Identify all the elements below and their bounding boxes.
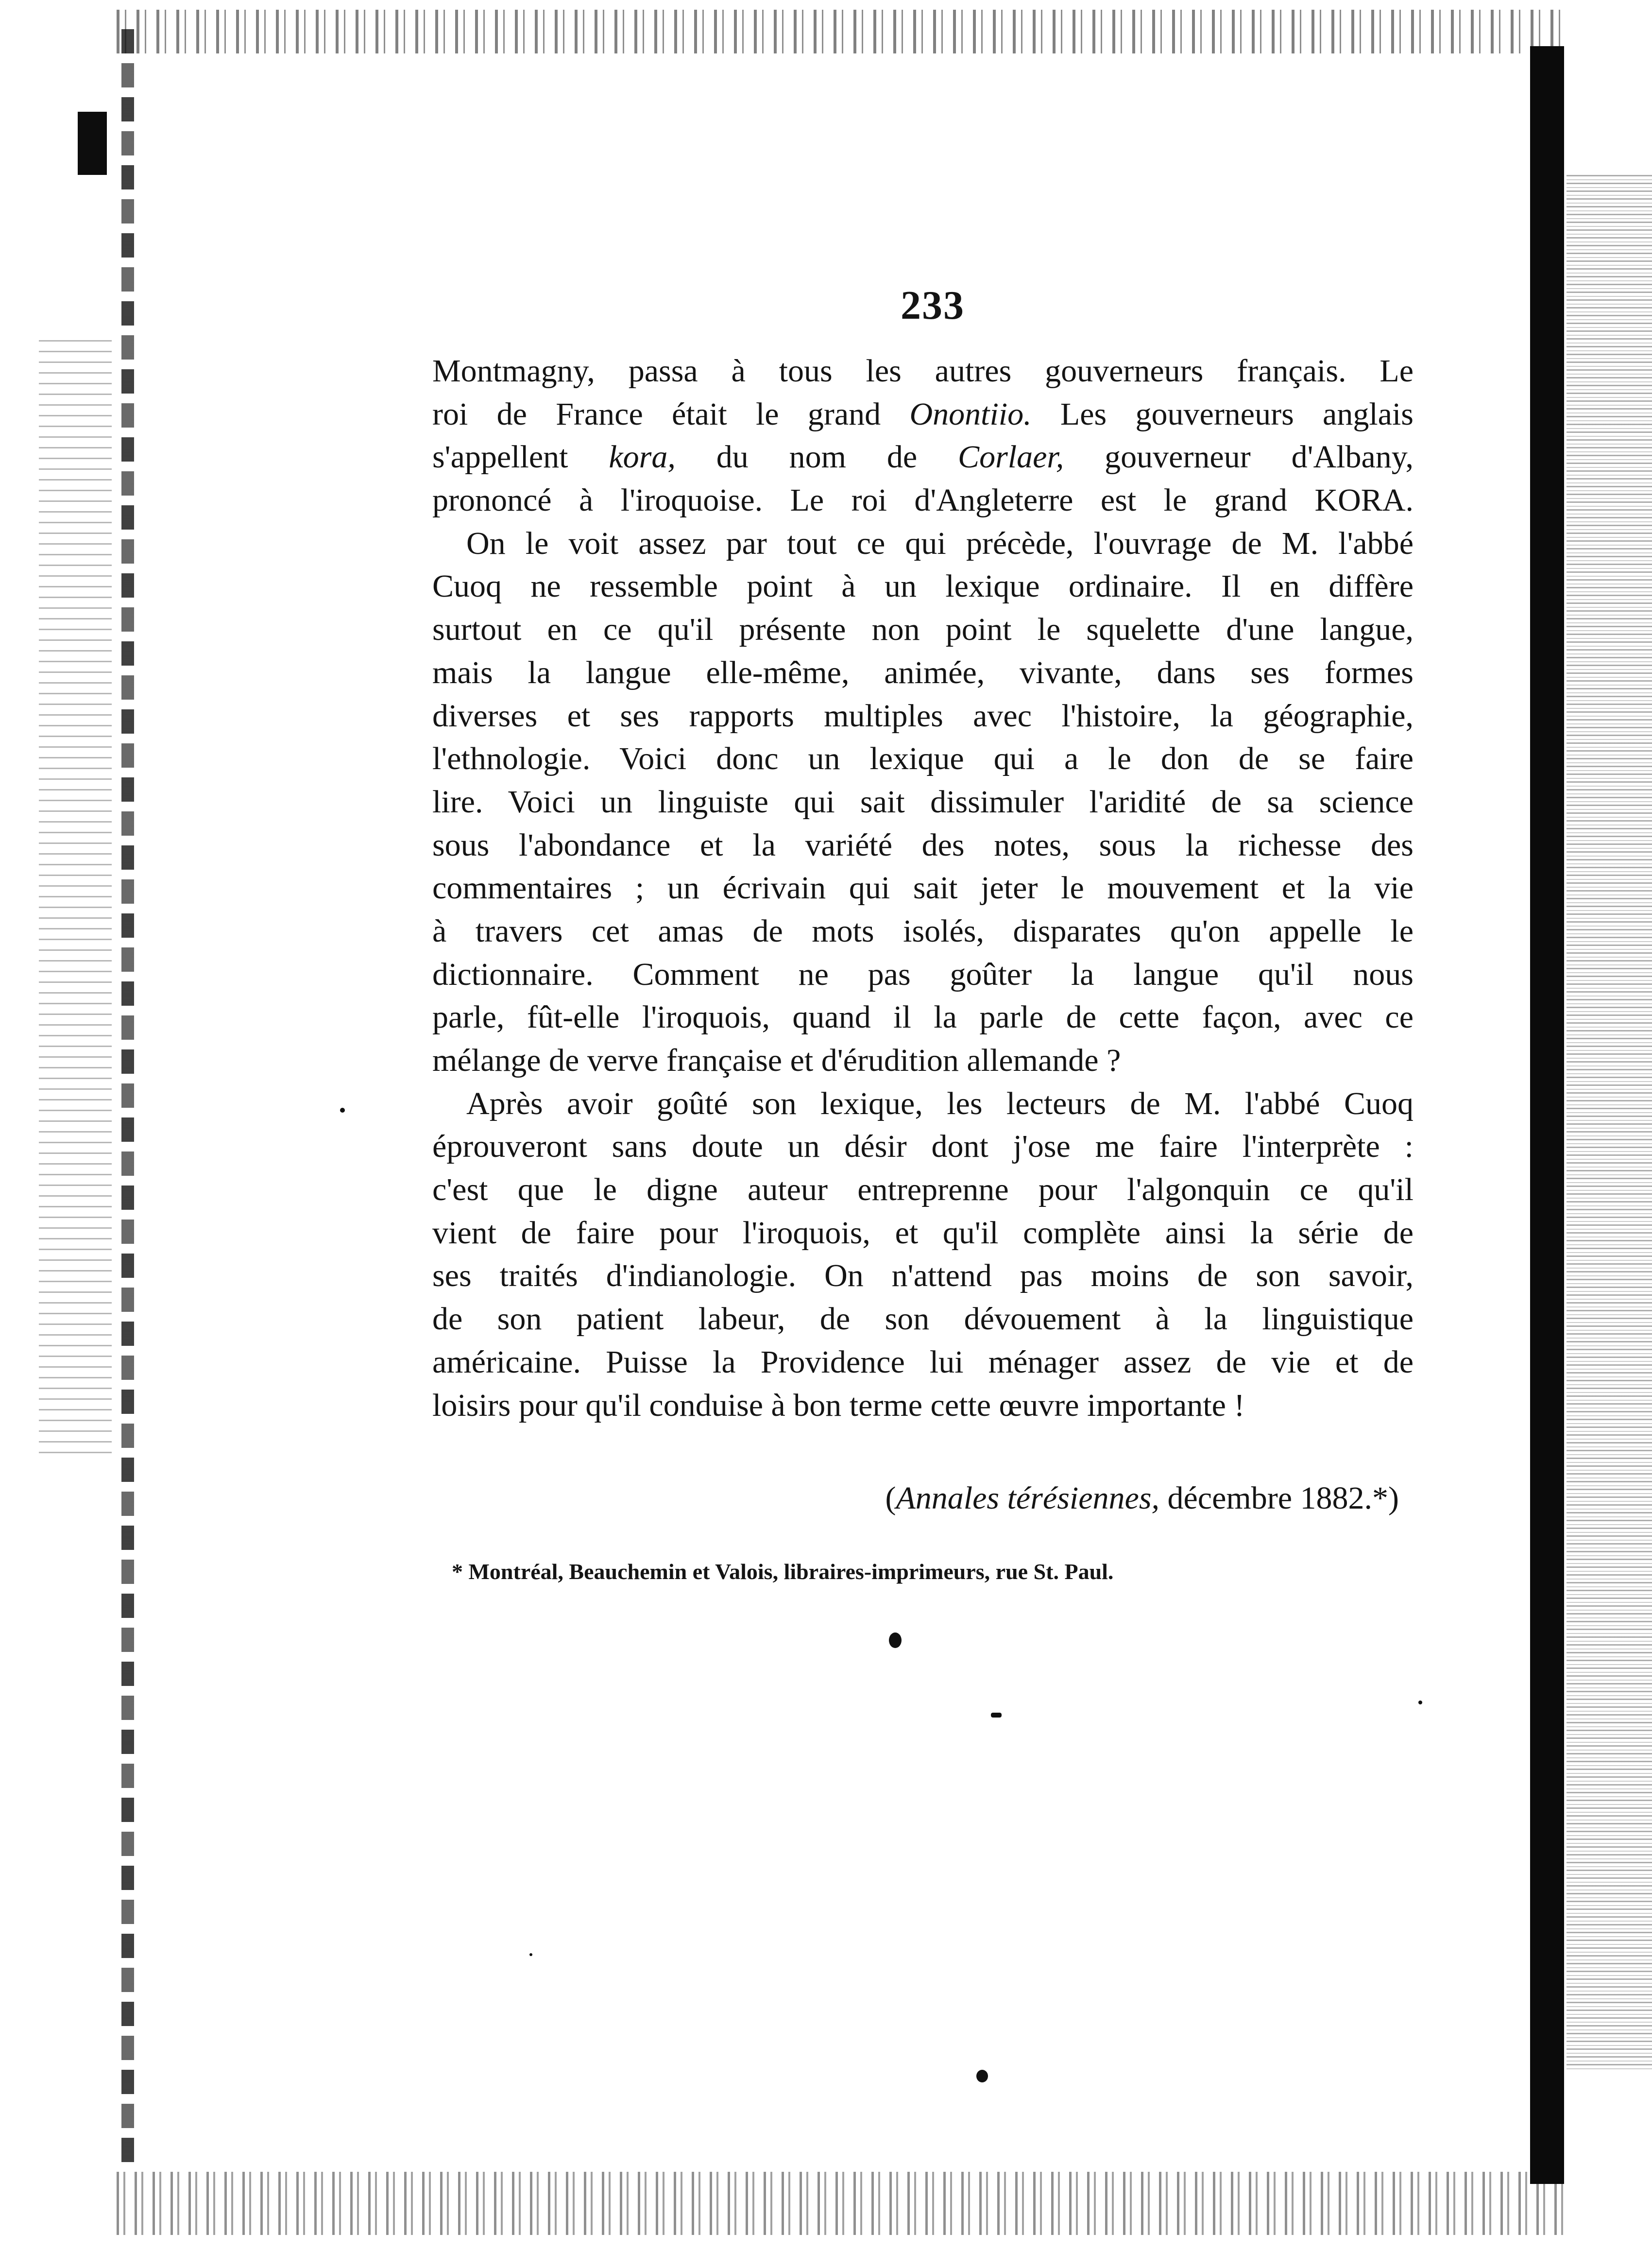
text-line: américaine. Puisse la Providence lui ménager assez de vie et de (432, 1344, 1414, 1380)
ink-speck (889, 1632, 902, 1648)
text-line: ses traités d'indianologie. On n'attend pas moins de son savoir, (432, 1258, 1414, 1294)
scan-right-noise (1567, 175, 1652, 2070)
text-line: commentaires ; un écrivain qui sait jeter le mouvement et la vie (432, 870, 1414, 906)
text-line: diverses et ses rapports multiples avec l'histoire, la géographie, (432, 698, 1414, 734)
text-line: l'ethnologie. Voici donc un lexique qui a le don de se faire (432, 741, 1414, 777)
text-line: mélange de verve française et d'érudition allemande ? (432, 1043, 1121, 1078)
text-line: On le voit assez par tout ce qui précède, l'ouvrage de M. l'abbé (466, 525, 1414, 561)
ink-speck (976, 2070, 988, 2082)
scan-noise-top (117, 10, 1564, 53)
ink-speck (991, 1713, 1002, 1718)
scan-noise-bottom (117, 2172, 1564, 2235)
text-line: loisirs pour qu'il conduise à bon terme cette œuvre importante ! (432, 1387, 1245, 1423)
scan-left-noise (39, 340, 112, 1458)
text-line: c'est que le digne auteur entreprenne pour l'algonquin ce qu'il (432, 1172, 1414, 1208)
text-line: surtout en ce qu'il présente non point le squelette d'une langue, (432, 612, 1414, 648)
text-line: à travers cet amas de mots isolés, disparates qu'on appelle le (432, 913, 1414, 949)
text-line: dictionnaire. Comment ne pas goûter la langue qu'il nous (432, 956, 1414, 992)
scan-dark-mark (78, 112, 107, 175)
scan-right-edge (1530, 46, 1564, 2184)
text-line: sous l'abondance et la variété des notes, sous la richesse des (432, 827, 1414, 863)
body-text (432, 350, 1414, 1427)
text-line: mais la langue elle-même, animée, vivante, dans ses formes (432, 654, 1414, 690)
ink-speck (1418, 1701, 1422, 1704)
text-line: parle, fût-elle l'iroquois, quand il la parle de cette façon, avec ce (432, 999, 1414, 1035)
text-line: Cuoq ne ressemble point à un lexique ordinaire. Il en diffère (432, 568, 1414, 604)
text-line: de son patient labeur, de son dévouement à la linguistique (432, 1301, 1414, 1337)
scan-left-edge (121, 29, 134, 2167)
text-line: lire. Voici un linguiste qui sait dissimuler l'aridité de sa science (432, 784, 1414, 820)
text-line: prononcé à l'iroquoise. Le roi d'Angleterre est le grand KORA. (432, 482, 1414, 518)
text-line: roi de France était le grand Onontiio. Les gouverneurs anglais (432, 396, 1414, 432)
footnote: * Montréal, Beauchemin et Valois, libraires-imprimeurs, rue St. Paul. (452, 1559, 1114, 1584)
ink-speck (529, 1953, 532, 1956)
ink-speck (340, 1108, 345, 1113)
text-line: Après avoir goûté son lexique, les lecteurs de M. l'abbé Cuoq (466, 1085, 1414, 1121)
text-line: éprouveront sans doute un désir dont j'ose me faire l'interprète : (432, 1129, 1414, 1165)
page-number: 233 (901, 283, 965, 328)
text-line: Montmagny, passa à tous les autres gouverneurs français. Le (432, 353, 1414, 389)
text-line: s'appellent kora, du nom de Corlaer, gouverneur d'Albany, (432, 439, 1414, 475)
text-line: vient de faire pour l'iroquois, et qu'il complète ainsi la série de (432, 1215, 1414, 1251)
source-citation: (Annales térésiennes, décembre 1882.*) (885, 1480, 1399, 1516)
